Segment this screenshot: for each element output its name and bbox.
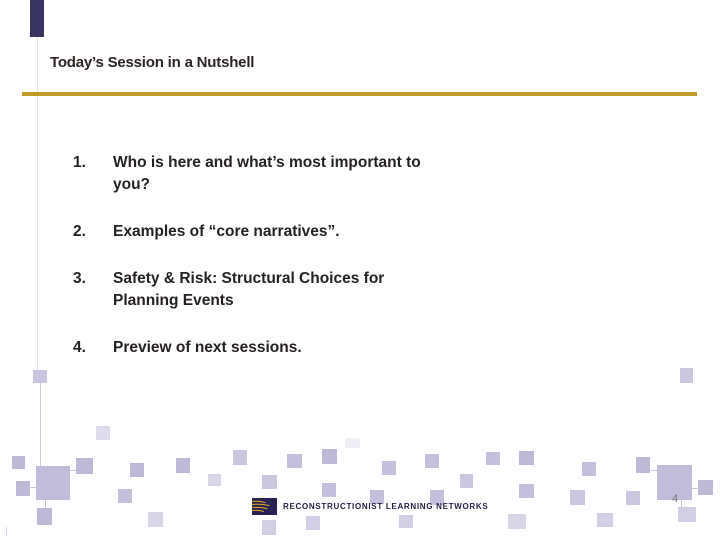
agenda-list bbox=[73, 152, 453, 384]
agenda-item-text: Who is here and what’s most important to you? bbox=[113, 154, 421, 193]
agenda-item-2 bbox=[73, 221, 453, 243]
decor-connector-line bbox=[40, 383, 41, 466]
decor-square bbox=[208, 474, 221, 486]
decor-square bbox=[233, 450, 247, 465]
agenda-item-number: 3. bbox=[73, 270, 86, 287]
decor-square bbox=[698, 480, 713, 495]
decor-connector-line bbox=[70, 470, 76, 471]
footer-logo-text: RECONSTRUCTIONIST LEARNING NETWORKS bbox=[283, 501, 489, 511]
decor-square bbox=[36, 466, 70, 500]
decor-connector-line bbox=[650, 470, 657, 471]
agenda-item-text: Examples of “core narratives”. bbox=[113, 223, 340, 240]
decor-connector-line bbox=[30, 487, 36, 488]
agenda-item-text: Safety & Risk: Structural Choices for Planning Events bbox=[113, 270, 385, 309]
footer-logo bbox=[252, 497, 488, 515]
decor-square bbox=[262, 520, 276, 535]
decor-connector-line bbox=[45, 500, 46, 508]
agenda-item-3 bbox=[73, 268, 453, 312]
decor-square bbox=[382, 461, 396, 475]
decor-square bbox=[148, 512, 163, 527]
decor-square bbox=[425, 454, 439, 468]
decor-connector-line bbox=[37, 37, 38, 370]
decor-square bbox=[37, 508, 52, 525]
decor-square bbox=[76, 458, 93, 474]
decor-connector-line bbox=[681, 500, 682, 507]
decor-square bbox=[262, 475, 277, 489]
decor-square bbox=[287, 454, 302, 468]
decor-square bbox=[597, 513, 613, 527]
decor-square bbox=[16, 481, 30, 496]
agenda-item-number: 1. bbox=[73, 154, 86, 171]
decor-square bbox=[306, 516, 320, 530]
agenda-item-number: 2. bbox=[73, 223, 86, 240]
decor-square bbox=[33, 370, 47, 383]
page-title: Today’s Session in a Nutshell bbox=[50, 54, 255, 71]
corner-accent-rect bbox=[30, 0, 44, 37]
decor-square bbox=[96, 426, 110, 440]
decor-square bbox=[519, 484, 534, 498]
decor-square bbox=[680, 368, 693, 383]
gold-swoosh-flag-icon bbox=[252, 498, 277, 515]
decor-square bbox=[176, 458, 190, 473]
decor-square bbox=[399, 515, 413, 528]
decor-square bbox=[12, 456, 25, 469]
decor-square bbox=[322, 483, 336, 497]
decor-square bbox=[460, 474, 473, 488]
decor-square bbox=[508, 514, 526, 529]
decor-square bbox=[519, 451, 534, 465]
decor-square bbox=[486, 452, 500, 465]
agenda-item-1 bbox=[73, 152, 453, 196]
decor-square bbox=[322, 449, 337, 464]
page-number: 4 bbox=[672, 493, 679, 505]
decor-square bbox=[678, 507, 696, 522]
decor-connector-line bbox=[692, 488, 698, 489]
decor-square bbox=[118, 489, 132, 503]
decor-square bbox=[636, 457, 650, 473]
decor-square bbox=[570, 490, 585, 505]
decor-connector-line bbox=[6, 527, 7, 536]
decor-square bbox=[626, 491, 640, 505]
decor-square bbox=[345, 438, 360, 448]
agenda-item-number: 4. bbox=[73, 339, 86, 356]
agenda-item-text: Preview of next sessions. bbox=[113, 339, 302, 356]
decor-square bbox=[582, 462, 596, 476]
decor-square bbox=[130, 463, 144, 477]
title-divider-rule bbox=[22, 92, 697, 96]
agenda-item-4 bbox=[73, 337, 453, 359]
